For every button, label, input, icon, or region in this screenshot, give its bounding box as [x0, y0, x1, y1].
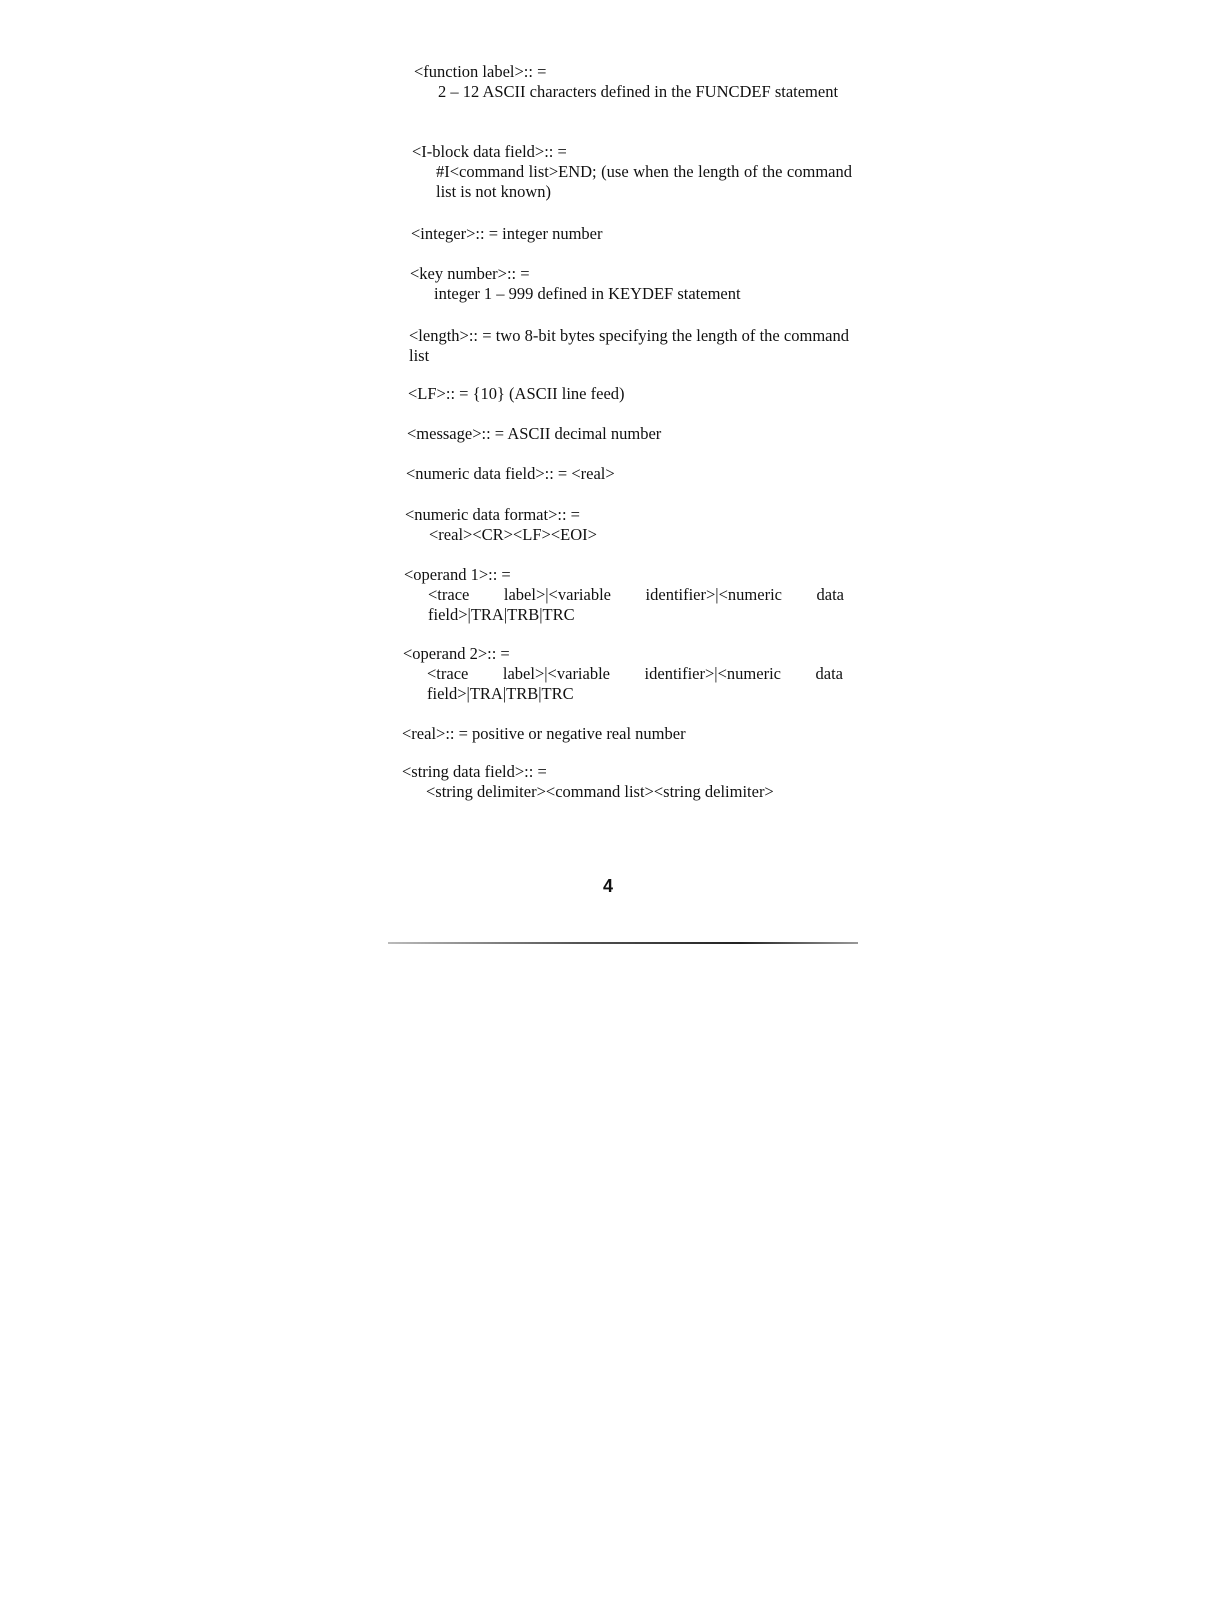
- definition-length: [409, 326, 849, 366]
- definition-operand-1: [404, 565, 844, 625]
- definition-term: <message>:: = ASCII decimal number: [407, 424, 662, 443]
- definition-term: <integer>:: = integer number: [411, 224, 603, 243]
- definition-term: <string data field>:: =: [402, 762, 547, 781]
- definition-term: <numeric data format>:: =: [405, 505, 580, 524]
- definition-string-data-field: [402, 762, 842, 802]
- bottom-rule: [388, 942, 858, 944]
- definition-body: <trace label>|<variable identifier>|<numeric data field>|TRA|TRB|TRC: [428, 585, 844, 624]
- definition-numeric-data-format: [405, 505, 845, 545]
- definition-term: <real>:: = positive or negative real number: [402, 724, 686, 743]
- definition-term: <operand 2>:: =: [403, 644, 510, 663]
- definition-term: <numeric data field>:: = <real>: [406, 464, 615, 483]
- definition-term: <I-block data field>:: =: [412, 142, 567, 161]
- definition-integer: [411, 224, 851, 244]
- definition-term: <operand 1>:: =: [404, 565, 511, 584]
- definition-body: <real><CR><LF><EOI>: [429, 525, 597, 544]
- definition-numeric-data-field: [406, 464, 846, 484]
- definition-real: [402, 724, 842, 744]
- definition-term: <function label>:: =: [414, 62, 547, 81]
- definition-term: <key number>:: =: [410, 264, 530, 283]
- definition-message: [407, 424, 847, 444]
- definition-body: <trace label>|<variable identifier>|<numeric data field>|TRA|TRB|TRC: [427, 664, 843, 703]
- definition-body: <string delimiter><command list><string delimiter>: [426, 782, 774, 801]
- definition-function-label: [414, 62, 854, 102]
- definition-i-block-data-field: [412, 142, 852, 202]
- definition-term: <length>:: = two 8-bit bytes specifying the length of the command list: [409, 326, 849, 365]
- definition-operand-2: [403, 644, 843, 704]
- definition-key-number: [410, 264, 850, 304]
- definition-term: <LF>:: = {10} (ASCII line feed): [408, 384, 625, 403]
- page-number: 4: [603, 876, 614, 896]
- definition-lf: [408, 384, 848, 404]
- definition-body: #I<command list>END; (use when the length of the command list is not known): [436, 162, 852, 201]
- definition-body: integer 1 – 999 defined in KEYDEF statement: [434, 284, 741, 303]
- definition-body: 2 – 12 ASCII characters defined in the FUNCDEF statement: [438, 82, 839, 101]
